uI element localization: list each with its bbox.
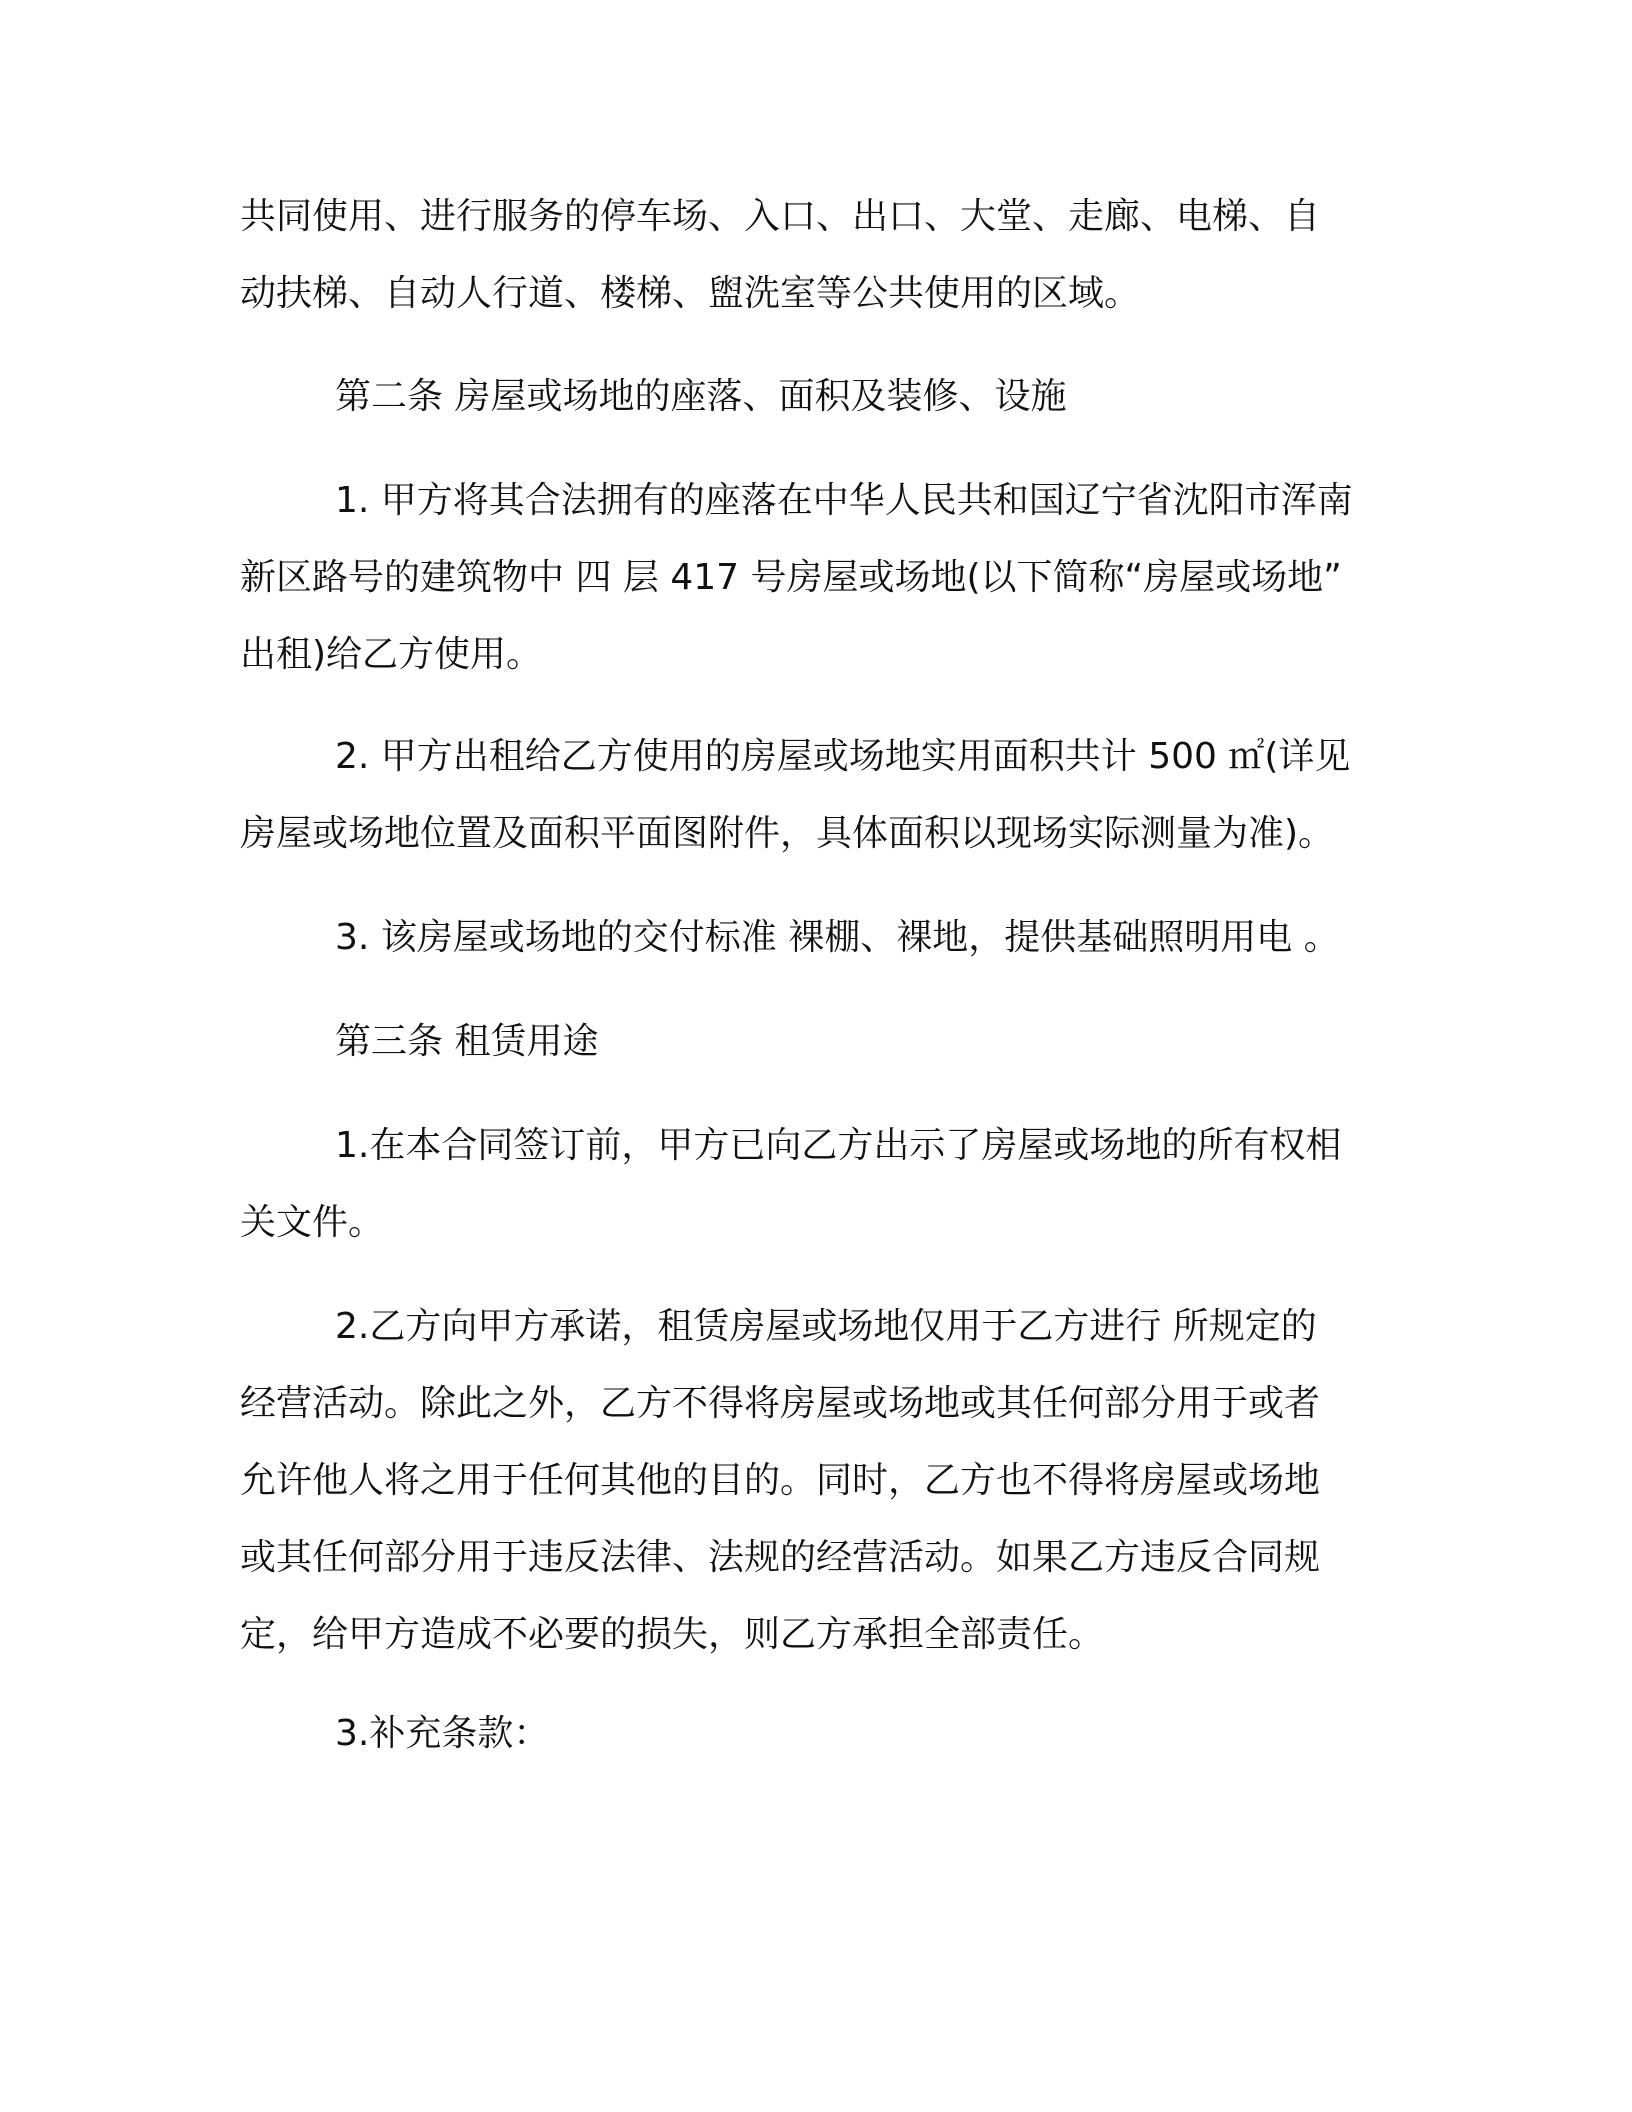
- article-3-item-1: [240, 1107, 1380, 1261]
- article-2-item-2: [240, 718, 1380, 872]
- text-line: 新区路号的建筑物中 四 层 417 号房屋或场地(以下简称“房屋或场地”: [240, 557, 1342, 598]
- article-2-item-3: [240, 899, 1475, 976]
- text-line: 允许他人将之用于任何其他的目的。同时，乙方也不得将房屋或场地: [240, 1460, 1321, 1501]
- article-2-heading: [240, 358, 1475, 435]
- text-line: 或其任何部分用于违反法律、法规的经营活动。如果乙方违反合同规: [240, 1537, 1321, 1578]
- text-line: 3.补充条款：: [335, 1713, 550, 1754]
- text-line: 出租)给乙方使用。: [240, 634, 543, 675]
- heading-text: 第二条 房屋或场地的座落、面积及装修、设施: [335, 376, 1067, 417]
- text-line: 1. 甲方将其合法拥有的座落在中华人民共和国辽宁省沈阳市浑南: [335, 480, 1353, 521]
- text-line: 关文件。: [240, 1202, 385, 1243]
- article-3-item-2: [240, 1288, 1380, 1673]
- article-3-item-3: [240, 1695, 1475, 1772]
- text-line: 2. 甲方出租给乙方使用的房屋或场地实用面积共计 500 ㎡(详见: [335, 736, 1351, 777]
- text-line: 定，给甲方造成不必要的损失，则乙方承担全部责任。: [240, 1614, 1105, 1655]
- text-line: 1.在本合同签订前，甲方已向乙方出示了房屋或场地的所有权相: [335, 1125, 1342, 1166]
- text-line: 经营活动。除此之外，乙方不得将房屋或场地或其任何部分用于或者: [240, 1383, 1321, 1424]
- article-3-heading: [240, 1003, 1475, 1080]
- text-line: 2.乙方向甲方承诺，租赁房屋或场地仅用于乙方进行 所规定的: [335, 1306, 1317, 1347]
- text-line: 共同使用、进行服务的停车场、入口、出口、大堂、走廊、电梯、自: [240, 196, 1321, 237]
- article-2-item-1: [240, 462, 1380, 693]
- paragraph-common-areas: [240, 178, 1380, 332]
- text-line: 3. 该房屋或场地的交付标准 裸棚、裸地，提供基础照明用电 。: [335, 917, 1340, 958]
- text-line: 房屋或场地位置及面积平面图附件，具体面积以现场实际测量为准)。: [240, 813, 1335, 854]
- heading-text: 第三条 租赁用途: [335, 1021, 599, 1062]
- text-line: 动扶梯、自动人行道、楼梯、盥洗室等公共使用的区域。: [240, 273, 1141, 314]
